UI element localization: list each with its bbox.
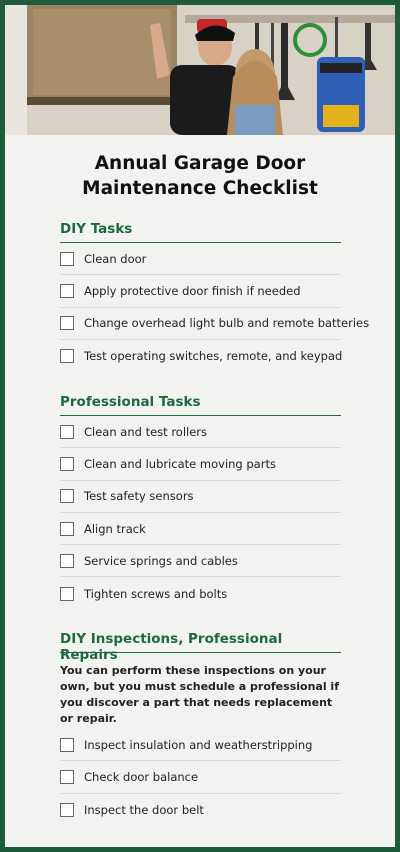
checkbox[interactable] [60,457,74,471]
item-label: Clean door [84,251,147,266]
checklist [60,729,341,826]
checkbox[interactable] [60,770,74,784]
item-label: Clean and test rollers [84,424,208,439]
item-label: Test safety sensors [84,489,194,504]
item-label: Align track [84,521,146,536]
checkbox[interactable] [60,522,74,536]
title-line-1: Annual Garage Door [94,153,306,174]
checklist-card [5,5,395,847]
checklist-item[interactable] [60,448,341,480]
title-line-2: Maintenance Checklist [82,178,318,199]
checkbox[interactable] [60,803,74,817]
checkbox[interactable] [60,738,74,752]
section-professional-tasks [60,394,341,610]
checkbox[interactable] [60,489,74,503]
item-label: Service springs and cables [84,553,238,568]
checkbox[interactable] [60,252,74,266]
checklist-item[interactable] [60,243,341,275]
item-label: Test operating switches, remote, and keypad [84,349,343,364]
checklist-item[interactable] [60,275,341,307]
section-diy-tasks [60,221,370,372]
checklist [60,243,370,372]
checklist-item[interactable] [60,340,341,372]
section-note: You can perform these inspections on your own, but you must schedule a professional if you discover a part that needs replacement or repair. [60,664,339,725]
item-label: Clean and lubricate moving parts [84,456,276,471]
checklist-item[interactable] [60,545,341,577]
checkbox[interactable] [60,425,74,439]
section-heading: Professional Tasks [60,394,341,416]
item-label: Check door balance [84,769,199,784]
item-label: Apply protective door finish if needed [84,283,301,298]
checklist-item[interactable] [60,794,341,826]
header-photo [5,5,395,135]
checklist-item[interactable] [60,481,341,513]
checklist-item[interactable] [60,729,341,761]
item-label: Inspect insulation and weatherstripping [84,737,313,752]
checklist-item[interactable] [60,416,341,448]
checkbox[interactable] [60,554,74,568]
checkbox[interactable] [60,587,74,601]
checklist-item[interactable] [60,308,370,340]
garage-scene-illustration [5,5,395,135]
checklist-item[interactable] [60,513,341,545]
section-heading: DIY Tasks [60,221,341,243]
checkbox[interactable] [60,349,74,363]
checklist [60,416,341,610]
item-label: Change overhead light bulb and remote batteries [84,316,370,331]
checkbox[interactable] [60,316,74,330]
page-title [5,151,395,201]
item-label: Tighten screws and bolts [84,586,228,601]
section-diy-inspections [60,631,341,826]
section-heading: DIY Inspections, Professional Repairs [60,631,341,653]
checkbox[interactable] [60,284,74,298]
item-label: Inspect the door belt [84,802,204,817]
checklist-item[interactable] [60,577,341,609]
checklist-item[interactable] [60,761,341,793]
